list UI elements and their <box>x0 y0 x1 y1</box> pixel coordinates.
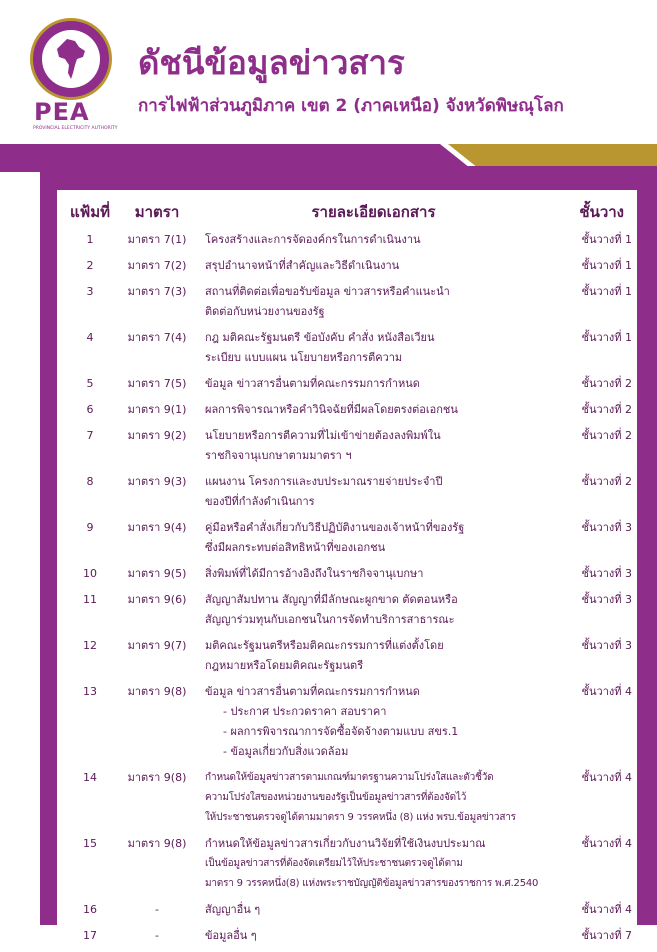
logo-wordmark: PEA <box>34 98 90 126</box>
detail-line: สรุปอำนาจหน้าที่สำคัญและวิธีดำเนินงาน <box>205 259 400 272</box>
row-section: มาตรา 9(2) <box>127 429 187 442</box>
row-detail <box>201 472 546 518</box>
row-detail <box>201 282 546 328</box>
detail-line: แผนงาน โครงการและงบประมาณรายจ่ายประจำปี <box>205 475 443 488</box>
table-row <box>67 636 632 682</box>
row-shelf: ชั้นวางที่ 2 <box>581 377 632 390</box>
table-row <box>67 834 632 900</box>
table-row <box>67 926 632 952</box>
row-detail <box>201 518 546 564</box>
row-section: มาตรา 9(3) <box>127 475 187 488</box>
table-header-row <box>67 198 632 230</box>
row-detail <box>201 590 546 636</box>
col-header-shelf: ชั้นวาง <box>579 203 624 221</box>
detail-line: สถานที่ติดต่อเพื่อขอรับข้อมูล ข่าวสารหรือคำแนะนำ <box>205 285 450 298</box>
detail-line: ข้อมูล ข่าวสารอื่นตามที่คณะกรรมการกำหนด <box>205 377 420 390</box>
table-row <box>67 900 632 926</box>
page-title: ดัชนีข้อมูลข่าวสาร <box>138 43 405 82</box>
row-shelf: ชั้นวางที่ 3 <box>581 521 632 534</box>
table-row <box>67 374 632 400</box>
row-section: มาตรา 9(6) <box>127 593 187 606</box>
col-header-file: แฟ้มที่ <box>69 203 111 221</box>
row-file-number: 7 <box>86 429 94 442</box>
row-detail <box>201 230 546 256</box>
detail-line: สิ่งพิมพ์ที่ได้มีการอ้างอิงถึงในราชกิจจานุเบกษา <box>205 567 424 580</box>
row-section: - <box>155 903 159 916</box>
thailand-map-icon <box>42 30 100 88</box>
detail-subline: - ประกาศ ประกวดราคา สอบราคา <box>223 705 387 718</box>
row-file-number: 6 <box>86 403 94 416</box>
detail-line: สัญญาอื่น ๆ <box>205 903 261 916</box>
table-row <box>67 590 632 636</box>
detail-line: โครงสร้างและการจัดองค์กรในการดำเนินงาน <box>205 233 421 246</box>
row-detail <box>201 682 546 768</box>
row-section: มาตรา 9(8) <box>127 771 187 784</box>
row-shelf: ชั้นวางที่ 7 <box>581 929 632 942</box>
table-row <box>67 328 632 374</box>
row-detail <box>201 426 546 472</box>
table-row <box>67 682 632 768</box>
table-row <box>67 472 632 518</box>
row-section: มาตรา 9(7) <box>127 639 187 652</box>
table-row <box>67 426 632 472</box>
content-panel <box>57 190 637 942</box>
detail-subline: - ผลการพิจารณาการจัดซื้อจัดจ้างตามแบบ สขร.1 <box>223 725 459 738</box>
row-shelf: ชั้นวางที่ 1 <box>581 331 632 344</box>
detail-line: กฎ มติคณะรัฐมนตรี ข้อบังคับ คำสั่ง หนังสือเวียน <box>205 331 435 344</box>
row-file-number: 17 <box>83 929 97 942</box>
row-file-number: 13 <box>83 685 97 698</box>
col-header-detail: รายละเอียดเอกสาร <box>311 203 436 221</box>
row-shelf: ชั้นวางที่ 2 <box>581 429 632 442</box>
row-file-number: 14 <box>83 771 97 784</box>
row-detail <box>201 768 546 834</box>
row-shelf: ชั้นวางที่ 1 <box>581 259 632 272</box>
row-shelf: ชั้นวางที่ 1 <box>581 233 632 246</box>
row-detail <box>201 374 546 400</box>
row-section: มาตรา 7(2) <box>127 259 187 272</box>
row-shelf: ชั้นวางที่ 4 <box>581 903 632 916</box>
row-detail <box>201 400 546 426</box>
detail-line: กฎหมายหรือโดยมติคณะรัฐมนตรี <box>205 659 364 672</box>
detail-line: ระเบียบ แบบแผน นโยบายหรือการตีความ <box>205 351 403 364</box>
detail-line: มติคณะรัฐมนตรีหรือมติคณะกรรมการที่แต่งตั้งโดย <box>205 639 444 652</box>
row-shelf: ชั้นวางที่ 4 <box>581 685 632 698</box>
row-shelf: ชั้นวางที่ 4 <box>581 837 632 850</box>
detail-line: คู่มือหรือคำสั่งเกี่ยวกับวิธีปฏิบัติงานของเจ้าหน้าที่ของรัฐ <box>205 521 465 534</box>
row-section: มาตรา 7(5) <box>127 377 187 390</box>
detail-line: ความโปร่งใสของหน่วยงานของรัฐเป็นข้อมูลข่าวสารที่ต้องจัดไว้ <box>205 792 467 803</box>
row-file-number: 15 <box>83 837 97 850</box>
row-shelf: ชั้นวางที่ 3 <box>581 567 632 580</box>
detail-line: ข้อมูล ข่าวสารอื่นตามที่คณะกรรมการกำหนด <box>205 685 420 698</box>
detail-line: ผลการพิจารณาหรือคำวินิจฉัยที่มีผลโดยตรงต่อเอกชน <box>205 403 458 416</box>
row-file-number: 12 <box>83 639 97 652</box>
detail-line: เป็นข้อมูลข่าวสารที่ต้องจัดเตรียมไว้ให้ประชาชนตรวจดูได้ตาม <box>205 858 463 869</box>
row-detail <box>201 564 546 590</box>
table-row <box>67 518 632 564</box>
row-shelf: ชั้นวางที่ 2 <box>581 403 632 416</box>
row-section: มาตรา 9(8) <box>127 837 187 850</box>
row-detail <box>201 256 546 282</box>
row-detail <box>201 636 546 682</box>
detail-line: กำหนดให้ข้อมูลข่าวสารเกี่ยวกับงานวิจัยที่ใช้เงินงบประมาณ <box>205 837 486 850</box>
row-file-number: 11 <box>83 593 97 606</box>
row-section: มาตรา 7(4) <box>127 331 187 344</box>
row-file-number: 10 <box>83 567 97 580</box>
row-file-number: 3 <box>86 285 94 298</box>
logo-subname: PROVINCIAL ELECTRICITY AUTHORITY <box>33 126 118 131</box>
row-section: มาตรา 9(1) <box>127 403 187 416</box>
row-file-number: 8 <box>86 475 94 488</box>
row-detail <box>201 328 546 374</box>
row-file-number: 1 <box>86 233 94 246</box>
row-detail <box>201 834 546 900</box>
detail-line: มาตรา 9 วรรคหนึ่ง(8) แห่งพระราชบัญญัติข้อมูลข่าวสารของราชการ พ.ศ.2540 <box>205 878 539 889</box>
row-shelf: ชั้นวางที่ 4 <box>581 771 632 784</box>
row-file-number: 2 <box>86 259 94 272</box>
table-row <box>67 282 632 328</box>
row-shelf: ชั้นวางที่ 1 <box>581 285 632 298</box>
page-subtitle: การไฟฟ้าส่วนภูมิภาค เขต 2 (ภาคเหนือ) จังหวัดพิษณุโลก <box>138 96 564 116</box>
detail-line: ติดต่อกับหน่วยงานของรัฐ <box>205 305 325 318</box>
row-shelf: ชั้นวางที่ 3 <box>581 593 632 606</box>
detail-subline: - ข้อมูลเกี่ยวกับสิ่งแวดล้อม <box>223 745 349 758</box>
row-file-number: 5 <box>86 377 94 390</box>
detail-line: ข้อมูลอื่น ๆ <box>205 929 257 942</box>
row-shelf: ชั้นวางที่ 2 <box>581 475 632 488</box>
table-row <box>67 400 632 426</box>
row-section: มาตรา 9(4) <box>127 521 187 534</box>
pea-logo <box>30 18 112 100</box>
row-shelf: ชั้นวางที่ 3 <box>581 639 632 652</box>
index-table <box>67 198 632 952</box>
row-detail <box>201 926 546 952</box>
detail-line: ซึ่งมีผลกระทบต่อสิทธิหน้าที่ของเอกชน <box>205 541 386 554</box>
table-row <box>67 564 632 590</box>
detail-line: นโยบายหรือการตีความที่ไม่เข้าข่ายต้องลงพิมพ์ใน <box>205 429 441 442</box>
row-section: มาตรา 9(8) <box>127 685 187 698</box>
detail-line: ให้ประชาชนตรวจดูได้ตามมาตรา 9 วรรคหนึ่ง (8) แห่ง พรบ.ข้อมูลข่าวสาร <box>205 812 516 823</box>
row-file-number: 16 <box>83 903 97 916</box>
detail-line: สัญญาสัมปทาน สัญญาที่มีลักษณะผูกขาด ตัดตอนหรือ <box>205 593 458 606</box>
detail-line: สัญญาร่วมทุนกับเอกชนในการจัดทำบริการสาธารณะ <box>205 613 455 626</box>
row-file-number: 9 <box>86 521 94 534</box>
table-row <box>67 230 632 256</box>
row-section: มาตรา 9(5) <box>127 567 187 580</box>
row-file-number: 4 <box>86 331 94 344</box>
row-section: มาตรา 7(1) <box>127 233 187 246</box>
detail-line: ราชกิจจานุเบกษาตามมาตรา ฯ <box>205 449 352 462</box>
detail-line: กำหนดให้ข้อมูลข่าวสารตามเกณฑ์มาตรฐานความโปร่งใสและตัวชี้วัด <box>205 772 494 783</box>
table-row <box>67 768 632 834</box>
row-detail <box>201 900 546 926</box>
detail-line: ของปีที่กำลังดำเนินการ <box>205 495 315 508</box>
col-header-section: มาตรา <box>134 203 180 221</box>
table-row <box>67 256 632 282</box>
row-section: - <box>155 929 159 942</box>
row-section: มาตรา 7(3) <box>127 285 187 298</box>
